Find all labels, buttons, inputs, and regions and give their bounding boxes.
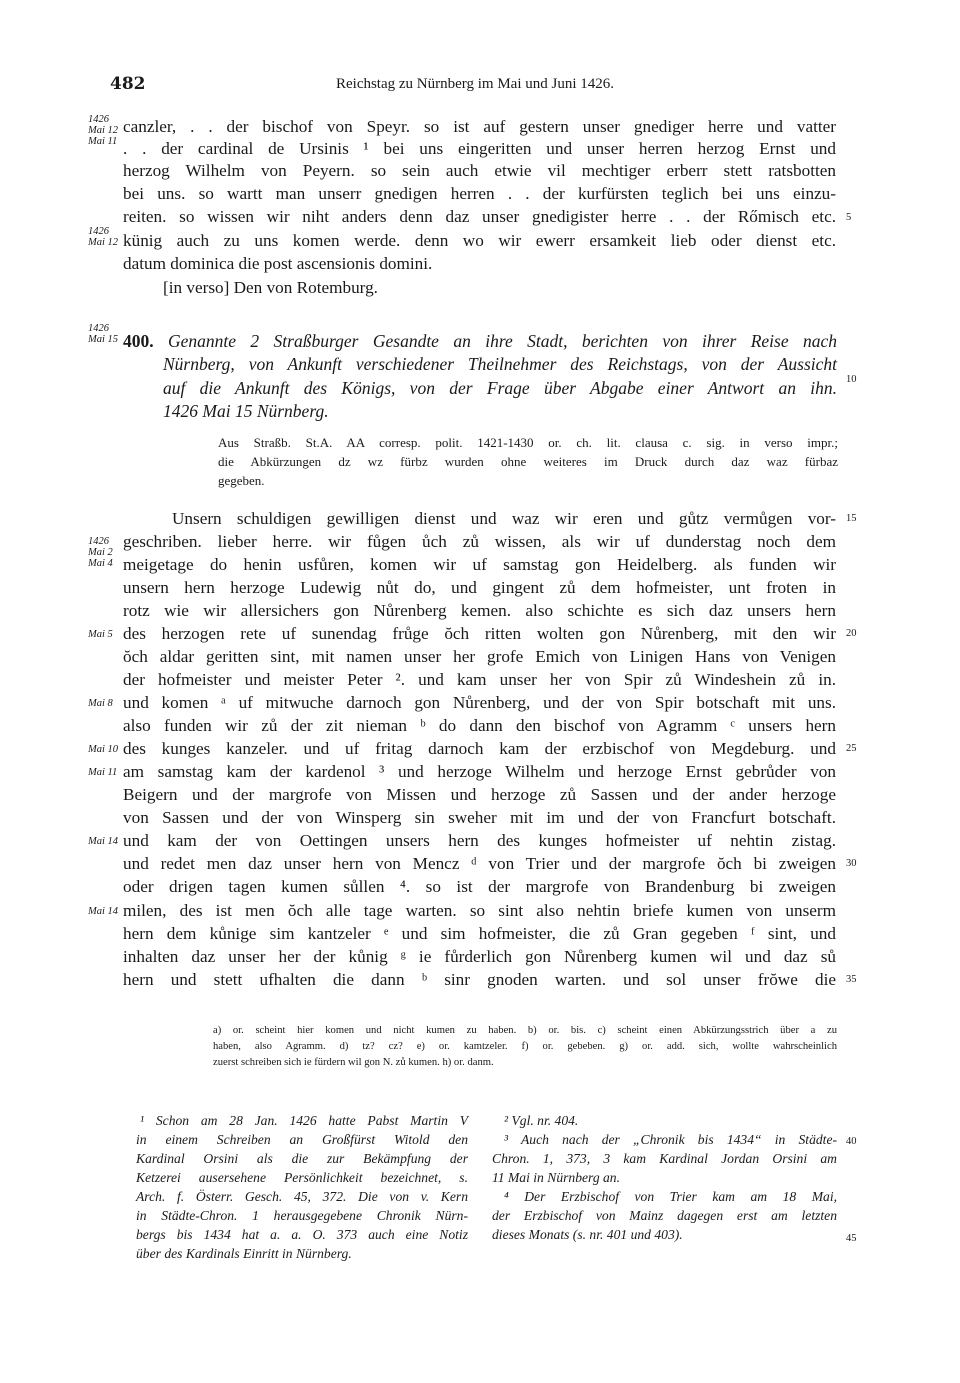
apparatus-line: haben, also Agramm. d) tz? cz? e) or. kamtzeler. f) or. gebeben. g) or. add. sich, wollte wahrscheinlich (213, 1041, 837, 1052)
text-line: datum dominica die post ascensionis domini. (123, 254, 433, 273)
line-number: 20 (846, 628, 857, 639)
margin-date: Mai 8 (88, 698, 113, 709)
text-line: hern und stett ufhalten die dann ᵇ sinr gnoden warten. und sol unser frŏwe die (123, 970, 836, 989)
text-line: milen, des ist men ŏch alle tage warten. so sint also nehtin briefe kumen von unserm (123, 901, 836, 920)
text-line: meigetage do henin usfůren, komen wir uf samstag gon Heidelberg. als funden wir (123, 555, 836, 574)
margin-date: 1426 Mai 12 (88, 226, 119, 248)
text-line: künig auch zu uns komen werde. denn wo wir ewerr ersamkeit lieb oder dienst etc. (123, 231, 836, 250)
footnote-line: Ketzerei ausersehene Persönlichkeit bezeichnet, s. (136, 1170, 468, 1185)
text-line: inhalten daz unser her der kůnig ᵍ ie fůrderlich gon Nůrenberg kumen wil und daz sů (123, 947, 836, 966)
footnote-line: ¹ Schon am 28 Jan. 1426 hatte Pabst Martin V (140, 1113, 468, 1128)
margin-date: 1426 Mai 12 Mai 11 (88, 114, 119, 147)
text-line: geschriben. lieber herre. wir fůgen ůch zů wissen, als wir uf dunderstag noch dem (123, 532, 836, 551)
footnote-line: Arch. f. Österr. Gesch. 45, 372. Die von v. Kern (136, 1189, 468, 1204)
footnote-line: ² Vgl. nr. 404. (504, 1113, 579, 1128)
margin-date: Mai 14 (88, 836, 119, 847)
text-line: des herzogen rete uf sunendag frůge ŏch ritten wolten gon Nůrenberg, mit den wir (123, 624, 836, 643)
running-title: Reichstag zu Nürnberg im Mai und Juni 1426. (335, 76, 615, 92)
source-note-line: die Abkürzungen dz wz fürbz wurden ohne weiteres im Druck durch daz waz fürbaz (218, 454, 838, 469)
text-line: unsern hern herzoge Ludewig nůt do, und gingent zů dem hofmeister, unt froten in (123, 578, 836, 597)
text-line: des kunges kanzeler. und uf fritag darnoch kam der erzbischof von Megdeburg. und (123, 739, 836, 758)
text-line: also funden wir zů der zit nieman ᵇ do dann den bischof von Agramm ᶜ unsers hern (123, 716, 836, 735)
margin-date: Mai 14 (88, 906, 119, 917)
line-number: 30 (846, 858, 857, 869)
text-line: Beigern und der margrofe von Missen und herzoge zů Sassen und der ander herzoge (123, 785, 836, 804)
doc-number: 400. (123, 331, 154, 351)
line-number: 10 (846, 374, 857, 385)
doc-400-heading-line: 400. Genannte 2 Straßburger Gesandte an ihre Stadt, berichten von ihrer Reise nach (123, 331, 837, 351)
footnote-line: ⁴ Der Erzbischof von Trier kam am 18 Mai, (504, 1189, 837, 1204)
footnote-line: ³ Auch nach der „Chronik bis 1434“ in Städte- (504, 1132, 837, 1147)
line-number: 35 (846, 974, 857, 985)
margin-date: Mai 10 (88, 744, 119, 755)
text-line: . . der cardinal de Ursinis ¹ bei uns eingeritten und unser herren herzog Ernst und (123, 139, 836, 158)
apparatus-line: zuerst schreiben sich ie fürdern wil gon N. zů kumen. h) or. danm. (213, 1057, 494, 1068)
text-line: und redet men daz unser hern von Mencz ᵈ von Trier und der margrofe ŏch bi zweigen (123, 854, 836, 873)
text-line: reiten. so wissen wir niht anders denn daz unser gnedigister herre . . der Rőmisch etc. (123, 207, 836, 226)
text-line: von Sassen und der von Winsperg sin sweher mit im und der von Francfurt botschaft. (123, 808, 836, 827)
text-line: oder drigen tagen kumen sůllen ⁴. so ist der margrofe von Brandenburg bi zweigen (123, 877, 836, 896)
text-line: herzog Wilhelm von Peyern. so sein auch etwie vil mechtiger erberr stett ratsbotten (123, 161, 836, 180)
margin-date: Mai 5 (88, 629, 113, 640)
text-line: und kam der von Oettingen unsers hern des kunges hofmeister uf nehtin zistag. (123, 831, 836, 850)
footnote-line: der Erzbischof von Mainz dagegen erst am letzten (492, 1208, 837, 1223)
footnote-line: in einem Schreiben an Großfürst Witold den (136, 1132, 468, 1147)
address-line: [in verso] Den von Rotemburg. (163, 278, 378, 297)
margin-date: Mai 11 (88, 767, 118, 778)
footnote-line: bergs bis 1434 hat a. a. O. 373 auch eine Notiz (136, 1227, 468, 1242)
doc-400-heading-line: 1426 Mai 15 Nürnberg. (163, 401, 329, 421)
line-number: 45 (846, 1233, 857, 1244)
footnote-line: über des Kardinals Einritt in Nürnberg. (136, 1246, 352, 1261)
page-header (110, 74, 840, 104)
footnote-line: in Städte-Chron. 1 herausgegebene Chronik Nürn- (136, 1208, 468, 1223)
text-line: der hofmeister und meister Peter ². und kam unser her von Spir zů Windeshein zů in. (123, 670, 836, 689)
footnote-line: dieses Monats (s. nr. 401 und 403). (492, 1227, 683, 1242)
page-number: 482 (110, 74, 146, 94)
footnotes-left-column (136, 1111, 468, 1263)
text-line: und komen ᵃ uf mitwuche darnoch gon Nůrenberg, und der von Spir botschaft mit uns. (123, 693, 836, 712)
line-number: 15 (846, 513, 857, 524)
text-line: rotz wie wir allersichers gon Nůrenberg kemen. also schichte es sich daz unsers hern (123, 601, 836, 620)
footnote-line: Chron. 1, 373, 3 kam Kardinal Jordan Orsini am (492, 1151, 837, 1166)
line-number: 40 (846, 1136, 857, 1147)
line-number: 5 (846, 212, 852, 223)
footnote-line: 11 Mai in Nürnberg an. (492, 1170, 621, 1185)
doc-400-heading-line: Nürnberg, von Ankunft verschiedener Theilnehmer des Reichstags, von der Aussicht (163, 354, 837, 374)
footnote-line: Kardinal Orsini als die zur Bekämpfung der (136, 1151, 468, 1166)
line-number: 25 (846, 743, 857, 754)
text-line: canzler, . . der bischof von Speyr. so ist auf gestern unser gnediger herre und vatter (123, 117, 836, 136)
text-line: ŏch aldar geritten sint, mit namen unser her grofe Emich von Linigen Hans von Venigen (123, 647, 836, 666)
margin-date: 1426 Mai 2 Mai 4 (88, 536, 113, 569)
doc-400-heading-line: auf die Ankunft des Königs, von der Frage über Abgabe einer Antwort an ihn. (163, 378, 837, 398)
source-note-line: gegeben. (218, 473, 265, 488)
text-line: Unsern schuldigen gewilligen dienst und waz wir eren und gůtz vermůgen vor- (172, 509, 836, 528)
doc-400-margin-date: 1426 Mai 15 (88, 323, 119, 345)
apparatus-line: a) or. scheint hier komen und nicht kumen zu haben. b) or. bis. c) scheint einen Abkürzungsstrich über a zu (213, 1025, 837, 1036)
text-line: hern dem kůnige sim kantzeler ᵉ und sim hofmeister, die zů Gran gegeben ᶠ sint, und (123, 924, 836, 943)
source-note-line: Aus Straßb. St.A. AA corresp. polit. 1421-1430 or. ch. lit. clausa c. sig. in verso impr.; (218, 435, 838, 450)
text-line: am samstag kam der kardenol ³ und herzoge Wilhelm und herzoge Ernst gebrůder von (123, 762, 836, 781)
footnotes-right-column (492, 1111, 837, 1244)
text-line: bei uns. so wartt man unserr gnedigen herren . . der kurfürsten teglich bei uns einzu- (123, 184, 836, 203)
